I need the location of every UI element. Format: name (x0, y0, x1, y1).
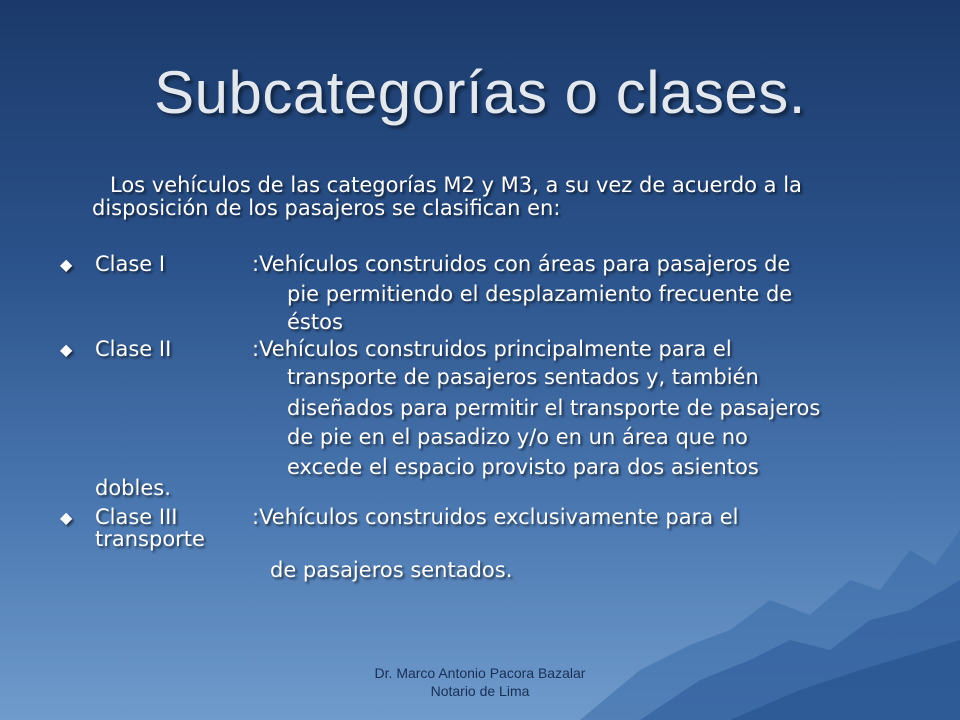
slide-footer (0, 664, 960, 700)
class-2-name: Clase II (95, 337, 172, 361)
class-2-description-line-4: de pie en el pasadizo y/o en un área que no (287, 425, 748, 449)
intro-paragraph (92, 174, 912, 220)
class-2-description-line-2: transporte de pasajeros sentados y, también (287, 365, 759, 389)
class-1-name: Clase I (95, 252, 166, 276)
slide-title: Subcategorías o clases. (154, 59, 806, 126)
class-2-description-line-5: excede el espacio provisto para dos asientos (287, 455, 759, 479)
class-2-description-line-1: :Vehículos construidos principalmente para el (252, 337, 732, 361)
class-2-description-trailing: dobles. (95, 476, 171, 500)
class-3-description-line-1: :Vehículos construidos exclusivamente para el (252, 505, 739, 529)
class-3-description-wrapped: transporte (95, 527, 205, 551)
class-1-description-line-1: :Vehículos construidos con áreas para pasajeros de (252, 252, 791, 276)
class-1-description-line-3: éstos (287, 310, 343, 334)
intro-line-2: disposición de los pasajeros se clasifican en: (92, 196, 561, 220)
class-1-description-line-2: pie permitiendo el desplazamiento frecuente de (287, 282, 793, 306)
diamond-bullet-icon: ◆ (60, 255, 73, 274)
intro-line-1: Los vehículos de las categorías M2 y M3, a su vez de acuerdo a la (110, 173, 802, 197)
class-2-description-line-3: diseñados para permitir el transporte de pasajeros (287, 396, 821, 420)
footer-author: Dr. Marco Antonio Pacora Bazalar (374, 665, 586, 681)
class-3-name: Clase III (95, 505, 178, 529)
footer-role: Notario de Lima (430, 683, 530, 699)
diamond-bullet-icon: ◆ (60, 508, 73, 527)
diamond-bullet-icon: ◆ (60, 340, 73, 359)
class-3-description-trailing: de pasajeros sentados. (270, 558, 513, 582)
